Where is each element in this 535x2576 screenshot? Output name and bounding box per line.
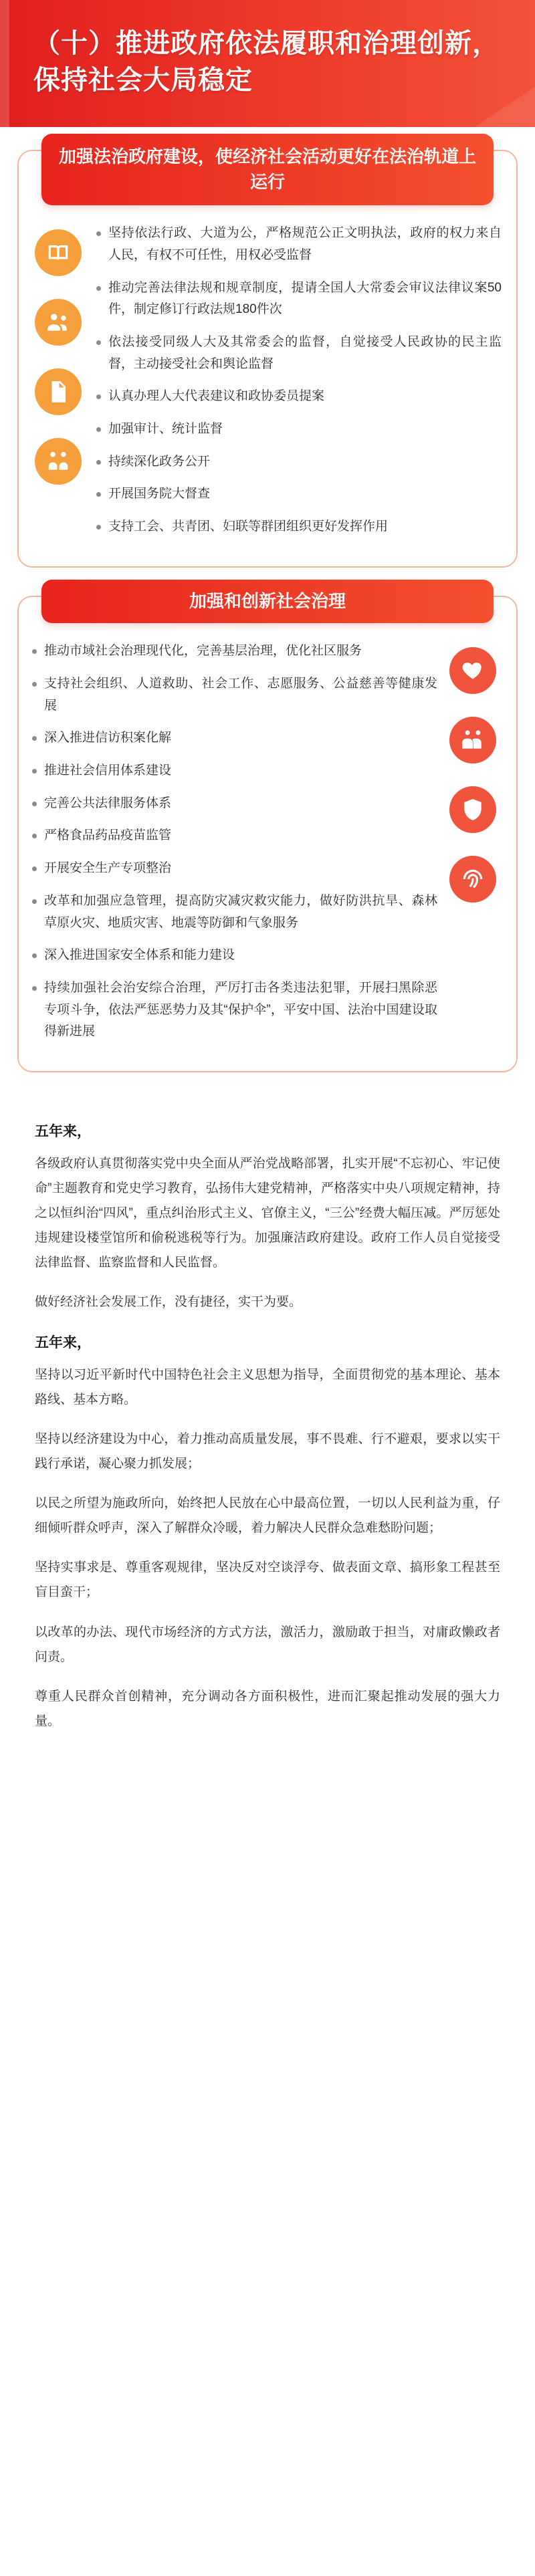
section-rule-of-law-government: [17, 146, 518, 568]
prose-heading: 五年来，: [35, 1123, 91, 1139]
section-social-governance: [17, 590, 518, 1072]
people-icon: [35, 299, 82, 346]
list-item: 完善公共法律服务体系: [29, 793, 437, 815]
fingerprint-icon: [449, 856, 496, 903]
prose-heading: 五年来，: [35, 1335, 91, 1351]
list-item: 推动完善法律法规和规章制度，提请全国人大常委会审议法律议案50件，制定修订行政法规180件次: [94, 277, 502, 321]
heart-icon: [449, 647, 496, 694]
handshake-icon: [35, 438, 82, 485]
list-item: 持续加强社会治安综合治理，严厉打击各类违法犯罪，开展扫黑除恶专项斗争，依法严惩恶势力及其“保护伞”，平安中国、法治中国建设取得新进展: [29, 977, 437, 1043]
list-item: 深入推进国家安全体系和能力建设: [29, 945, 437, 967]
service-icon: [449, 717, 496, 764]
paragraph: 做好经济社会发展工作，没有捷径，实干为要。: [35, 1295, 302, 1310]
list-item: 开展安全生产专项整治: [29, 858, 437, 880]
list-item: 严格食品药品疫苗监管: [29, 825, 437, 847]
section-1-bullets: [94, 223, 502, 548]
list-item: 推进社会信用体系建设: [29, 760, 437, 782]
section-2-heading: 加强和创新社会治理: [41, 580, 494, 624]
page-title: （十）推进政府依法履职和治理创新，保持社会大局稳定: [33, 28, 500, 95]
book-icon: [35, 229, 82, 276]
content-area: [0, 127, 535, 1795]
list-item: 支持工会、共青团、妇联等群团组织更好发挥作用: [94, 516, 502, 538]
list-item: 支持社会组织、人道救助、社会工作、志愿服务、公益慈善等健康发展: [29, 673, 437, 717]
list-item: 深入推进信访积案化解: [29, 727, 437, 749]
paragraph: 各级政府认真贯彻落实党中央全面从严治党战略部署，扎实开展“不忘初心、牢记使命”主题教育和党史学习教育，弘扬伟大建党精神，严格落实中央八项规定精神，持之以恒纠治“四风”，重点纠治形式主义、官僚主义，“三公”经费大幅压减。严厉惩处违规建设楼堂馆所和偷税逃税等行为。加强廉洁政府建设。政府工作人员自觉接受法律监督、监察监督和人民监督。: [35, 1156, 500, 1270]
section-2-icon-column: [444, 640, 502, 1053]
paragraph: 坚持实事求是、尊重客观规律，坚决反对空谈浮夸、做表面文章、搞形象工程甚至盲目蛮干；: [35, 1560, 500, 1600]
paragraph: 坚持以习近平新时代中国特色社会主义思想为指导，全面贯彻党的基本理论、基本路线、基本方略。: [35, 1368, 500, 1407]
paragraph: 以改革的办法、现代市场经济的方式方法，激活力，激励敢于担当，对庸政懒政者问责。: [35, 1625, 500, 1664]
paragraph: 尊重人民群众首创精神，充分调动各方面积极性，进而汇聚起推动发展的强大力量。: [35, 1689, 500, 1728]
shield-icon: [449, 786, 496, 833]
list-item: 开展国务院大督查: [94, 483, 502, 505]
prose-section: [17, 1100, 518, 1755]
section-2-bullets: [29, 640, 437, 1053]
banner-corner-decoration: [475, 87, 535, 127]
paragraph: 坚持以经济建设为中心，着力推动高质量发展，事不畏难、行不避艰，要求以实干践行承诺，凝心聚力抓发展；: [35, 1432, 500, 1472]
list-item: 改革和加强应急管理，提高防灾减灾救灾能力，做好防洪抗旱、森林草原火灾、地质灾害、地震等防御和气象服务: [29, 891, 437, 934]
section-1-heading: 加强法治政府建设，使经济社会活动更好在法治轨道上运行: [41, 134, 494, 205]
list-item: 坚持依法行政、大道为公，严格规范公正文明执法，政府的权力来自人民，有权不可任性，用权必受监督: [94, 223, 502, 266]
paragraph: 以民之所望为施政所向，始终把人民放在心中最高位置，一切以人民利益为重，仔细倾听群众呼声，深入了解群众冷暖，着力解决人民群众急难愁盼问题；: [35, 1496, 500, 1536]
list-item: 持续深化政务公开: [94, 451, 502, 473]
list-item: 推动市域社会治理现代化，完善基层治理，优化社区服务: [29, 640, 437, 663]
list-item: 加强审计、统计监督: [94, 419, 502, 441]
list-item: 依法接受同级人大及其常委会的监督，自觉接受人民政协的民主监督，主动接受社会和舆论监督: [94, 332, 502, 375]
banner-header: [0, 0, 535, 127]
list-item: 认真办理人大代表建议和政协委员提案: [94, 386, 502, 408]
banner-side-stripe: [0, 0, 9, 127]
section-1-icon-column: [29, 223, 87, 548]
document-icon: [35, 368, 82, 415]
